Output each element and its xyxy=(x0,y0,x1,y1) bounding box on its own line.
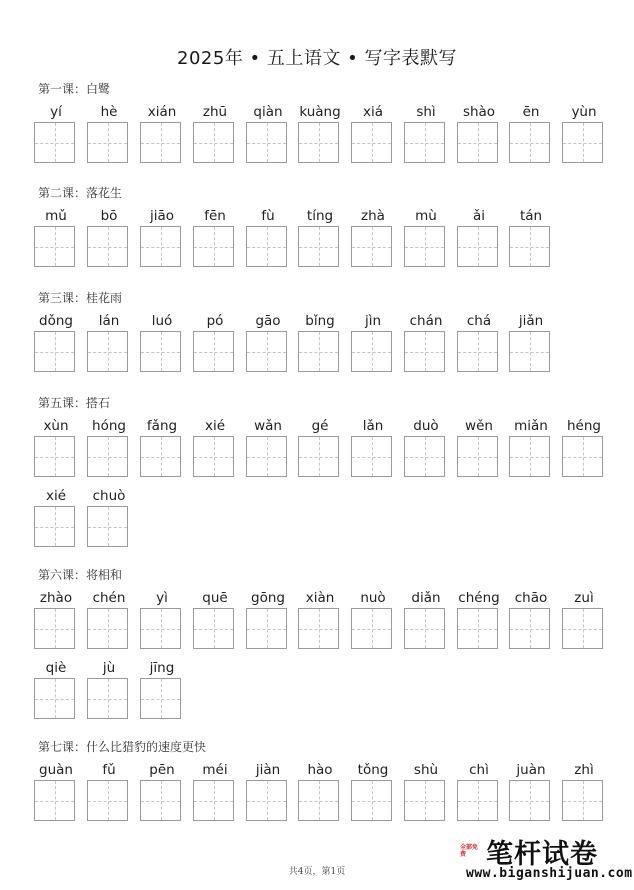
tianzige-box[interactable] xyxy=(193,122,234,163)
lesson-label: 第七课：什么比猎豹的速度更快 xyxy=(38,740,207,754)
character-cell xyxy=(509,104,553,166)
tianzige-box[interactable] xyxy=(298,122,339,163)
tianzige-box[interactable] xyxy=(193,780,234,821)
character-cell xyxy=(404,208,448,270)
tianzige-box[interactable] xyxy=(351,608,392,649)
pinyin-label: jiǎn xyxy=(518,313,544,329)
tianzige-box[interactable] xyxy=(87,436,128,477)
tianzige-box[interactable] xyxy=(246,226,287,267)
character-cell xyxy=(246,208,290,270)
lesson-label: 第二课：落花生 xyxy=(38,186,123,200)
tianzige-box[interactable] xyxy=(34,506,75,547)
character-cell xyxy=(351,762,395,824)
page-footer: 共4页，第1页 xyxy=(288,867,346,877)
tianzige-box[interactable] xyxy=(193,608,234,649)
tianzige-box[interactable] xyxy=(193,331,234,372)
pinyin-label: xiàn xyxy=(305,590,335,606)
pinyin-label: juàn xyxy=(516,762,546,778)
pinyin-label: qiè xyxy=(45,660,67,676)
tianzige-box[interactable] xyxy=(34,331,75,372)
character-cell xyxy=(457,418,501,480)
character-cell xyxy=(351,418,395,480)
character-cell xyxy=(298,590,342,652)
tianzige-box[interactable] xyxy=(34,780,75,821)
tianzige-box[interactable] xyxy=(509,780,550,821)
lesson-label: 第六课：将相和 xyxy=(38,568,123,582)
character-cell xyxy=(34,762,78,824)
tianzige-box[interactable] xyxy=(140,608,181,649)
pinyin-label: xié xyxy=(204,418,226,434)
pinyin-label: xié xyxy=(45,488,67,504)
page-title: 2025年 • 五上语文 • 写字表默写 xyxy=(177,48,457,69)
character-cell xyxy=(298,104,342,166)
character-cell xyxy=(87,488,131,550)
pinyin-label: ēn xyxy=(522,104,540,120)
tianzige-box[interactable] xyxy=(34,226,75,267)
tianzige-box[interactable] xyxy=(140,122,181,163)
pinyin-label: guàn xyxy=(39,762,73,778)
character-cell xyxy=(246,590,290,652)
character-cell xyxy=(509,313,553,375)
pinyin-label: chén xyxy=(92,590,126,606)
tianzige-box[interactable] xyxy=(457,436,498,477)
tianzige-box[interactable] xyxy=(140,436,181,477)
character-cell xyxy=(246,104,290,166)
lesson-label: 第三课：桂花雨 xyxy=(38,291,123,305)
writing-row xyxy=(0,313,634,375)
tianzige-box[interactable] xyxy=(246,122,287,163)
pinyin-label: jìn xyxy=(364,313,382,329)
tianzige-box[interactable] xyxy=(351,780,392,821)
pinyin-label: shào xyxy=(462,104,496,120)
character-cell xyxy=(87,660,131,722)
lesson-label: 第一课：白鹭 xyxy=(38,82,111,96)
tianzige-box[interactable] xyxy=(509,331,550,372)
pinyin-label: gāo xyxy=(255,313,281,329)
pinyin-label: jù xyxy=(102,660,116,676)
pinyin-label: wěn xyxy=(465,418,493,434)
tianzige-box[interactable] xyxy=(87,678,128,719)
pinyin-label: jīng xyxy=(149,660,175,676)
pinyin-label: tíng xyxy=(306,208,334,224)
brand-url: www.biganshijuan.com xyxy=(466,866,633,881)
character-cell xyxy=(562,762,606,824)
pinyin-label: chuò xyxy=(92,488,126,504)
pinyin-label: fēn xyxy=(204,208,226,224)
character-cell xyxy=(140,590,184,652)
character-cell xyxy=(87,762,131,824)
lesson-label: 第五课：搭石 xyxy=(38,396,111,410)
tianzige-box[interactable] xyxy=(298,436,339,477)
tianzige-box[interactable] xyxy=(34,608,75,649)
character-cell xyxy=(351,208,395,270)
tianzige-box[interactable] xyxy=(87,331,128,372)
pinyin-label: zuì xyxy=(574,590,594,606)
character-cell xyxy=(34,313,78,375)
tianzige-box[interactable] xyxy=(457,608,498,649)
tianzige-box[interactable] xyxy=(298,331,339,372)
pinyin-label: gé xyxy=(311,418,329,434)
pinyin-label: wǎn xyxy=(254,418,282,434)
pinyin-label: chán xyxy=(409,313,443,329)
character-cell xyxy=(457,590,501,652)
pinyin-label: hóng xyxy=(92,418,126,434)
character-cell xyxy=(298,418,342,480)
pinyin-label: quē xyxy=(202,590,228,606)
character-cell xyxy=(34,418,78,480)
pinyin-label: duò xyxy=(413,418,439,434)
pinyin-label: miǎn xyxy=(514,418,548,434)
character-cell xyxy=(509,418,553,480)
writing-row xyxy=(0,660,634,722)
character-cell xyxy=(404,418,448,480)
tianzige-box[interactable] xyxy=(351,226,392,267)
character-cell xyxy=(87,104,131,166)
tianzige-box[interactable] xyxy=(34,678,75,719)
pinyin-label: zhì xyxy=(574,762,594,778)
tianzige-box[interactable] xyxy=(404,122,445,163)
tianzige-box[interactable] xyxy=(298,226,339,267)
pinyin-label: zhà xyxy=(361,208,385,224)
character-cell xyxy=(351,313,395,375)
pinyin-label: fǔ xyxy=(102,762,116,778)
pinyin-label: xián xyxy=(147,104,177,120)
tianzige-box[interactable] xyxy=(140,678,181,719)
pinyin-label: chì xyxy=(469,762,489,778)
pinyin-label: gōng xyxy=(251,590,285,606)
character-cell xyxy=(193,313,237,375)
tianzige-box[interactable] xyxy=(404,226,445,267)
tianzige-box[interactable] xyxy=(404,331,445,372)
character-cell xyxy=(34,208,78,270)
tianzige-box[interactable] xyxy=(509,436,550,477)
character-cell xyxy=(193,418,237,480)
character-cell xyxy=(509,762,553,824)
pinyin-label: jiāo xyxy=(149,208,175,224)
tianzige-box[interactable] xyxy=(404,608,445,649)
character-cell xyxy=(457,762,501,824)
pinyin-label: tǒng xyxy=(357,762,389,778)
pinyin-label: yí xyxy=(50,104,62,120)
tianzige-box[interactable] xyxy=(404,780,445,821)
tianzige-box[interactable] xyxy=(562,436,603,477)
tianzige-box[interactable] xyxy=(351,331,392,372)
pinyin-label: chá xyxy=(466,313,492,329)
character-cell xyxy=(87,313,131,375)
pinyin-label: chāo xyxy=(514,590,548,606)
character-cell xyxy=(193,590,237,652)
character-cell xyxy=(404,762,448,824)
tianzige-box[interactable] xyxy=(246,436,287,477)
character-cell xyxy=(562,104,606,166)
character-cell xyxy=(509,590,553,652)
character-cell xyxy=(457,104,501,166)
pinyin-label: kuàng xyxy=(299,104,341,120)
tianzige-box[interactable] xyxy=(351,122,392,163)
character-cell xyxy=(298,208,342,270)
writing-row xyxy=(0,418,634,480)
tianzige-box[interactable] xyxy=(87,226,128,267)
pinyin-label: pó xyxy=(206,313,224,329)
pinyin-label: bō xyxy=(100,208,118,224)
pinyin-label: luó xyxy=(151,313,173,329)
tianzige-box[interactable] xyxy=(562,122,603,163)
tianzige-box[interactable] xyxy=(246,780,287,821)
pinyin-label: nuò xyxy=(360,590,386,606)
pinyin-label: dǒng xyxy=(39,313,73,329)
pinyin-label: yùn xyxy=(571,104,597,120)
tianzige-box[interactable] xyxy=(140,226,181,267)
tianzige-box[interactable] xyxy=(87,780,128,821)
tianzige-box[interactable] xyxy=(140,331,181,372)
character-cell xyxy=(87,590,131,652)
character-cell xyxy=(193,208,237,270)
character-cell xyxy=(193,104,237,166)
tianzige-box[interactable] xyxy=(246,608,287,649)
tianzige-box[interactable] xyxy=(509,226,550,267)
character-cell xyxy=(140,660,184,722)
writing-row xyxy=(0,104,634,166)
tianzige-box[interactable] xyxy=(34,122,75,163)
pinyin-label: lán xyxy=(98,313,120,329)
character-cell xyxy=(351,104,395,166)
writing-row xyxy=(0,590,634,652)
pinyin-label: zhū xyxy=(202,104,228,120)
pinyin-label: zhào xyxy=(39,590,73,606)
pinyin-label: diǎn xyxy=(411,590,441,606)
tianzige-box[interactable] xyxy=(457,780,498,821)
character-cell xyxy=(562,590,606,652)
pinyin-label: shù xyxy=(413,762,439,778)
character-cell xyxy=(246,418,290,480)
pinyin-label: yì xyxy=(156,590,168,606)
character-cell xyxy=(34,488,78,550)
pinyin-label: mǔ xyxy=(45,208,67,224)
writing-row xyxy=(0,488,634,550)
tianzige-box[interactable] xyxy=(404,436,445,477)
pinyin-label: hào xyxy=(307,762,333,778)
pinyin-label: tán xyxy=(519,208,543,224)
pinyin-label: chéng xyxy=(458,590,500,606)
pinyin-label: pēn xyxy=(149,762,175,778)
writing-row xyxy=(0,762,634,824)
tianzige-box[interactable] xyxy=(246,331,287,372)
character-cell xyxy=(140,313,184,375)
pinyin-label: fù xyxy=(261,208,275,224)
brand-name: 笔杆试卷 xyxy=(486,839,598,870)
writing-row xyxy=(0,208,634,270)
tianzige-box[interactable] xyxy=(193,436,234,477)
character-cell xyxy=(140,104,184,166)
tianzige-box[interactable] xyxy=(562,608,603,649)
pinyin-label: hè xyxy=(100,104,118,120)
tianzige-box[interactable] xyxy=(87,506,128,547)
character-cell xyxy=(246,313,290,375)
brand-tag: 全部免费 xyxy=(460,844,479,858)
pinyin-label: xùn xyxy=(43,418,69,434)
tianzige-box[interactable] xyxy=(509,608,550,649)
character-cell xyxy=(404,590,448,652)
character-cell xyxy=(140,418,184,480)
pinyin-label: héng xyxy=(567,418,601,434)
character-cell xyxy=(298,313,342,375)
character-cell xyxy=(298,762,342,824)
tianzige-box[interactable] xyxy=(298,608,339,649)
character-cell xyxy=(34,590,78,652)
character-cell xyxy=(509,208,553,270)
tianzige-box[interactable] xyxy=(457,122,498,163)
character-cell xyxy=(457,208,501,270)
pinyin-label: fǎng xyxy=(146,418,178,434)
character-cell xyxy=(140,762,184,824)
character-cell xyxy=(562,418,606,480)
character-cell xyxy=(34,104,78,166)
character-cell xyxy=(34,660,78,722)
tianzige-box[interactable] xyxy=(87,608,128,649)
character-cell xyxy=(404,104,448,166)
character-cell xyxy=(246,762,290,824)
tianzige-box[interactable] xyxy=(193,226,234,267)
character-cell xyxy=(87,208,131,270)
character-cell xyxy=(457,313,501,375)
pinyin-label: jiàn xyxy=(255,762,281,778)
character-cell xyxy=(193,762,237,824)
tianzige-box[interactable] xyxy=(457,331,498,372)
pinyin-label: xiá xyxy=(362,104,383,120)
character-cell xyxy=(404,313,448,375)
tianzige-box[interactable] xyxy=(509,122,550,163)
tianzige-box[interactable] xyxy=(457,226,498,267)
tianzige-box[interactable] xyxy=(140,780,181,821)
tianzige-box[interactable] xyxy=(298,780,339,821)
tianzige-box[interactable] xyxy=(351,436,392,477)
pinyin-label: mù xyxy=(415,208,437,224)
pinyin-label: qiàn xyxy=(253,104,283,120)
pinyin-label: ǎi xyxy=(472,208,486,224)
tianzige-box[interactable] xyxy=(562,780,603,821)
pinyin-label: bǐng xyxy=(305,313,335,329)
character-cell xyxy=(140,208,184,270)
character-cell xyxy=(87,418,131,480)
tianzige-box[interactable] xyxy=(87,122,128,163)
pinyin-label: méi xyxy=(202,762,228,778)
tianzige-box[interactable] xyxy=(34,436,75,477)
pinyin-label: shì xyxy=(416,104,436,120)
character-cell xyxy=(351,590,395,652)
pinyin-label: lǎn xyxy=(362,418,384,434)
